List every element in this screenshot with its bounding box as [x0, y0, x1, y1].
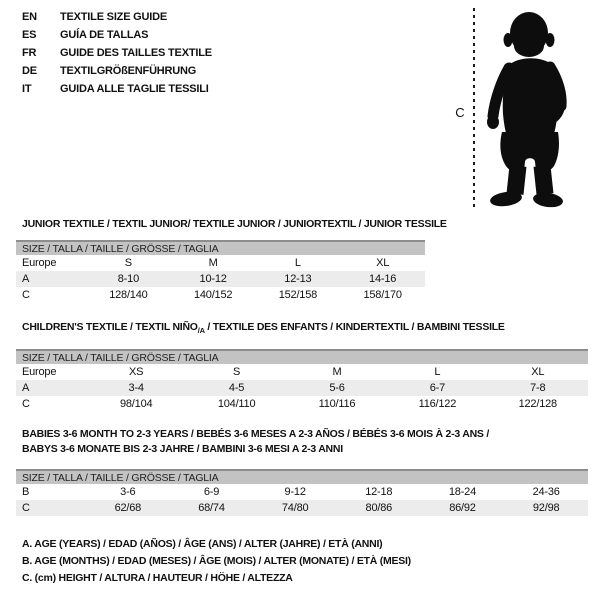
table-row: [16, 271, 425, 287]
row-label: C: [22, 398, 30, 410]
table-title-line: [22, 217, 447, 232]
table-cell: XS: [129, 366, 144, 378]
title-subscript: /A: [197, 326, 205, 336]
language-row-en: [22, 8, 212, 26]
table-cell: 128/140: [109, 289, 148, 301]
table-cell: 4-5: [186, 380, 286, 396]
legend-line: A. AGE (YEARS) / EDAD (AÑOS) / ÂGE (ANS) / ALTER (JAHRE) / ETÀ (ANNI): [22, 538, 383, 550]
table-cell: 18-24: [448, 486, 477, 498]
table-cell: 68/74: [170, 500, 254, 516]
table-cell: 6-7: [387, 380, 487, 396]
table-cell: XL: [531, 366, 545, 378]
height-measure-line: [470, 6, 478, 210]
language-row-de: [22, 62, 212, 80]
table-cell: 14-16: [340, 271, 425, 287]
size-header-bar: [16, 350, 588, 364]
table-cell: S: [124, 257, 132, 269]
table-cell: 110/116: [318, 398, 356, 410]
table-cell: 10-12: [171, 271, 256, 287]
table-cell: L: [294, 257, 301, 269]
table-cell: 3-4: [86, 380, 186, 396]
size-header-bar: [16, 241, 425, 255]
table-title-line: [22, 427, 489, 442]
table-row: [16, 484, 588, 500]
language-code: FR: [22, 47, 37, 59]
table-cell: 98/104: [119, 398, 153, 410]
table-cell: 6-9: [203, 486, 220, 498]
table-cell: 158/170: [363, 289, 402, 301]
size-header-label: SIZE / TALLA / TAILLE / GRÖSSE / TAGLIA: [16, 350, 588, 364]
table-cell: 9-12: [284, 486, 306, 498]
table-row: [16, 396, 588, 412]
language-title: TEXTILE SIZE GUIDE: [60, 11, 168, 23]
title-text: JUNIOR TEXTILE / TEXTIL JUNIOR/ TEXTILE JUNIOR / JUNIORTEXTIL / JUNIOR TESSILE: [22, 218, 447, 230]
legend-line: B. AGE (MONTHS) / EDAD (MESES) / ÂGE (MOIS) / ALTER (MONATE) / ETÀ (MESI): [22, 555, 411, 567]
table-cell: 152/158: [278, 289, 318, 301]
table-row: [16, 255, 425, 271]
row-label: Europe: [22, 257, 57, 269]
table-cell: 122/128: [518, 398, 557, 410]
table-cell: 5-6: [287, 380, 387, 396]
table-cell: 116/122: [418, 398, 457, 410]
measurement-legend: [22, 536, 411, 587]
language-code: ES: [22, 29, 37, 41]
baby-silhouette-image: [480, 2, 580, 212]
table-cell: 104/110: [217, 398, 256, 410]
height-measure-label: C: [455, 105, 465, 120]
table-cell: S: [233, 366, 241, 378]
junior-textile-title: [22, 217, 447, 232]
table-cell: L: [434, 366, 441, 378]
table-cell: 3-6: [120, 486, 136, 498]
table-cell: 24-36: [532, 486, 560, 498]
language-code: DE: [22, 65, 37, 77]
childrens-textile-title: [22, 320, 505, 338]
table-cell: 74/80: [253, 500, 337, 516]
table-cell: M: [208, 257, 218, 269]
childrens-textile-table: [16, 349, 588, 412]
language-title: GUIDE DES TAILLES TEXTILE: [60, 47, 212, 59]
babies-textile-title: [22, 427, 489, 457]
table-cell: 8-10: [86, 271, 171, 287]
language-title: GUÍA DE TALLAS: [60, 29, 149, 41]
row-label: A: [16, 271, 86, 287]
table-cell: M: [332, 366, 342, 378]
language-row-it: [22, 80, 212, 98]
language-title: TEXTILGRÖßENFÜHRUNG: [60, 65, 197, 77]
language-code: EN: [22, 11, 37, 23]
table-cell: 86/92: [421, 500, 505, 516]
table-cell: 92/98: [504, 500, 588, 516]
junior-textile-table: [16, 240, 425, 303]
table-cell: 62/68: [86, 500, 170, 516]
row-label: C: [16, 500, 86, 516]
language-list: [22, 8, 212, 98]
title-text: CHILDREN'S TEXTILE / TEXTIL NIÑO: [22, 321, 198, 333]
title-text: BABIES 3-6 MONTH TO 2-3 YEARS / BEBÉS 3-6 MESES A 2-3 AÑOS / BÉBÉS 3-6 MOIS À 2-3 ANS /: [22, 428, 490, 440]
size-header-bar: [16, 470, 588, 484]
table-title-line: [22, 320, 505, 338]
table-row: [16, 287, 425, 303]
table-cell: 140/152: [193, 289, 233, 301]
size-header-label: SIZE / TALLA / TAILLE / GRÖSSE / TAGLIA: [16, 241, 425, 255]
table-row: [16, 364, 588, 380]
table-row: [16, 380, 588, 396]
table-row: [16, 500, 588, 516]
row-label: C: [22, 289, 30, 301]
legend-line: C. (cm) HEIGHT / ALTURA / HAUTEUR / HÖHE / ALTEZZA: [22, 572, 293, 584]
table-cell: XL: [376, 257, 390, 269]
language-title: GUIDA ALLE TAGLIE TESSILI: [60, 83, 209, 95]
table-title-line: [22, 442, 489, 457]
title-text: BABYS 3-6 MONATE BIS 2-3 JAHRE / BAMBINI 3-6 MESI A 2-3 ANNI: [22, 443, 343, 455]
babies-textile-table: [16, 469, 588, 516]
size-header-label: SIZE / TALLA / TAILLE / GRÖSSE / TAGLIA: [16, 470, 588, 484]
language-row-fr: [22, 44, 212, 62]
row-label: B: [22, 486, 30, 498]
table-cell: 12-13: [256, 271, 341, 287]
language-row-es: [22, 26, 212, 44]
title-text: / TEXTILE DES ENFANTS / KINDERTEXTIL / BAMBINI TESSILE: [204, 321, 505, 333]
table-cell: 80/86: [337, 500, 421, 516]
row-label: A: [16, 380, 86, 396]
table-cell: 12-18: [365, 486, 393, 498]
row-label: Europe: [22, 366, 57, 378]
table-cell: 7-8: [488, 380, 588, 396]
language-code: IT: [22, 83, 32, 95]
